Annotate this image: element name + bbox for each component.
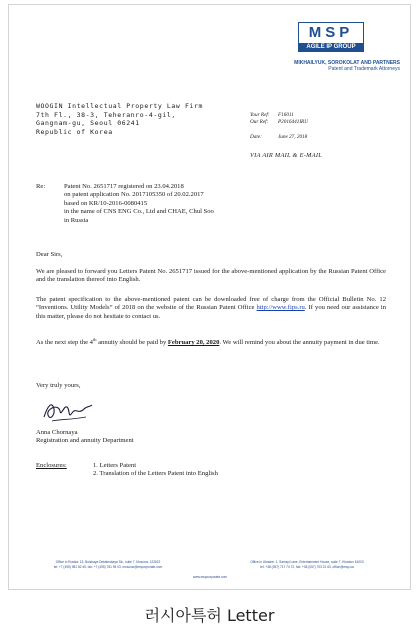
subject-line: Patent No. 2651717 registered on 23.04.2018 bbox=[64, 183, 184, 190]
date-value: June 27, 2018 bbox=[278, 134, 308, 140]
fips-link[interactable]: http://www.fips.ru bbox=[256, 304, 305, 312]
delivery-method: VIA AIR MAIL & E-MAIL bbox=[250, 152, 323, 159]
signer-department: Registration and annuity Department bbox=[36, 437, 134, 444]
paragraph-2-text: The patent specification to the above-mentioned patent can be downloaded free of charge from the Official Bulletin No. 12 “Inventions. Utility Models” of 2018 on the website of the Russian Patent Office bbox=[36, 296, 386, 312]
paragraph-3-tail: . We will remind you about the annuity payment in due time. bbox=[219, 339, 380, 347]
address-line: WOOGIN Intellectual Property Law Firm bbox=[36, 102, 203, 110]
ordinal-suffix: th bbox=[92, 337, 97, 342]
address-line: Gangnam-gu, Seoul 06241 bbox=[36, 119, 140, 127]
due-date: February 20, 2020 bbox=[167, 339, 220, 347]
our-ref-label: Our Ref: bbox=[250, 119, 269, 125]
paragraph-3 bbox=[36, 336, 386, 348]
image-caption: 러시아특허 Letter bbox=[144, 606, 275, 625]
paragraph-2-tail: . If you need our assistance in this matter, please do not hesitate to contact us. bbox=[36, 304, 386, 320]
logo-subtitle: AGILE IP GROUP bbox=[298, 43, 364, 52]
footer-line: tel: +38 (057) 717 74 72, fax: +38 (057) 703 21 63, office@msp.ua bbox=[260, 564, 354, 569]
footer-line: Office in Ukraine: 1, Samsyl Lane, Entertainment House, suite 7, Kharkov 61003 bbox=[250, 560, 364, 564]
letter-date bbox=[250, 134, 307, 140]
your-ref-value: F16011 bbox=[278, 112, 294, 118]
address-line: Republic of Korea bbox=[36, 127, 113, 136]
closing: Very truly yours, bbox=[36, 382, 81, 389]
signature-image bbox=[40, 395, 94, 427]
your-ref-label: Your Ref: bbox=[250, 112, 270, 118]
paragraph-2 bbox=[36, 296, 386, 321]
subject-line: in Russia bbox=[64, 216, 89, 224]
enclosure-item: 2. Translation of the Letters Patent into English bbox=[93, 470, 218, 478]
greeting: Dear Sirs, bbox=[36, 251, 63, 258]
paragraph-3-text: As the next step the 4 bbox=[36, 339, 93, 347]
footer-website: www.mspcorporate.com bbox=[192, 575, 227, 579]
our-ref-value: P2016441IRU bbox=[278, 119, 308, 125]
footer-line: tel: +7 (495) 981 82 45, fax: +7 (495) 781 95 03, moscow@msporporate.com bbox=[53, 564, 163, 569]
footer-russia-office bbox=[28, 560, 188, 569]
enclosures-label: Enclosures: bbox=[36, 462, 67, 469]
footer-ukraine-office bbox=[222, 560, 392, 569]
recipient-address bbox=[36, 102, 203, 136]
your-ref bbox=[250, 112, 294, 118]
paragraph-1: We are pleased to forward you Letters Patent No. 2651717 issued for the above-mentioned application by the Russian Patent Office and the translation thereof into English. bbox=[36, 268, 386, 284]
paragraph-3-mid: annuity should be paid by bbox=[96, 339, 168, 347]
firm-name: MIKHAILYUK, SOROKOLAT AND PARTNERS bbox=[294, 60, 400, 66]
re-label: Re: bbox=[36, 183, 46, 190]
signer-name: Anna Chornaya bbox=[36, 429, 78, 436]
date-label: Date: bbox=[250, 134, 262, 140]
footer-line: Office in Russia: 13, Bolshaya Dekabrskaya Str., suite 7, Moscow, 123022 bbox=[55, 560, 161, 564]
subject-line: on patent application No. 2017105350 of 20.02.2017 bbox=[64, 191, 204, 199]
our-ref bbox=[250, 119, 308, 125]
firm-tagline: Patent and Trademark Attorneys bbox=[328, 66, 400, 72]
subject-line: based on KR/10-2016-0080415 bbox=[64, 199, 148, 207]
subject-line: in the name of CNS ENG Co., Ltd and CHAE, Chul Soo bbox=[64, 208, 214, 216]
msp-logo: MSP bbox=[298, 22, 364, 50]
enclosure-item: 1. Letters Patent bbox=[93, 462, 137, 469]
address-line: 7th Fl., 38-3, Teheranro-4-gil, bbox=[36, 110, 176, 119]
